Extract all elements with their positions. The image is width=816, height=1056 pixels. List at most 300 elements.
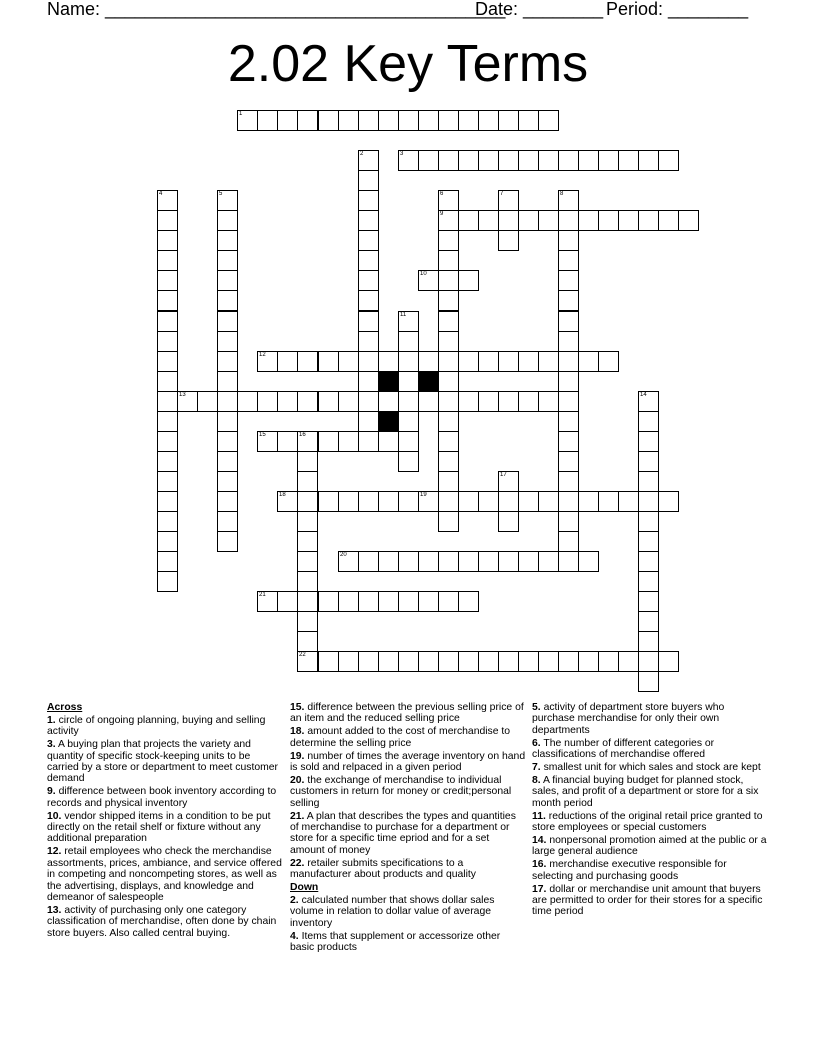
clue-text: smallest unit for which sales and stock are kept bbox=[543, 762, 761, 774]
grid-cell[interactable] bbox=[277, 391, 298, 412]
clue-number: 17 bbox=[500, 472, 507, 478]
grid-cell[interactable] bbox=[518, 491, 539, 512]
grid-cell[interactable] bbox=[638, 391, 659, 412]
grid-cell[interactable] bbox=[338, 651, 359, 672]
grid-cell[interactable] bbox=[438, 471, 459, 492]
grid-cell[interactable] bbox=[277, 491, 298, 512]
grid-cell[interactable] bbox=[297, 431, 318, 452]
clue-number-label: 18. bbox=[290, 726, 305, 738]
grid-cell[interactable] bbox=[518, 110, 539, 131]
clue-text: activity of department store buyers who purchase merchandise for only their own departments bbox=[532, 702, 725, 736]
clue-item bbox=[290, 895, 526, 929]
grid-cell[interactable] bbox=[217, 311, 238, 332]
grid-cell[interactable] bbox=[358, 290, 379, 311]
grid-cell[interactable] bbox=[458, 491, 479, 512]
grid-cell[interactable] bbox=[157, 491, 178, 512]
grid-cell[interactable] bbox=[558, 331, 579, 352]
grid-cell[interactable] bbox=[598, 651, 619, 672]
grid-cell[interactable] bbox=[558, 311, 579, 332]
clue-text: Items that supplement or accessorize other basic products bbox=[290, 930, 501, 954]
grid-cell[interactable] bbox=[297, 451, 318, 472]
grid-cell[interactable] bbox=[297, 631, 318, 652]
grid-cell[interactable] bbox=[458, 591, 479, 612]
grid-cell[interactable] bbox=[318, 491, 339, 512]
clue-number-label: 10. bbox=[47, 810, 62, 822]
grid-cell[interactable] bbox=[157, 230, 178, 251]
grid-cell[interactable] bbox=[638, 671, 659, 692]
grid-cell[interactable] bbox=[638, 611, 659, 632]
grid-cell[interactable] bbox=[638, 571, 659, 592]
grid-cell[interactable] bbox=[418, 270, 439, 291]
grid-cell[interactable] bbox=[358, 591, 379, 612]
grid-cell[interactable] bbox=[638, 411, 659, 432]
grid-cell[interactable] bbox=[638, 451, 659, 472]
grid-cell[interactable] bbox=[378, 651, 399, 672]
grid-cell[interactable] bbox=[398, 351, 419, 372]
clue-number-label: 2. bbox=[290, 895, 299, 906]
date-label: Date: ________ bbox=[475, 0, 604, 19]
clue-item bbox=[290, 751, 526, 774]
grid-cell[interactable] bbox=[358, 391, 379, 412]
clue-number-label: 19. bbox=[290, 750, 305, 762]
grid-cell[interactable] bbox=[478, 110, 499, 131]
grid-cell[interactable] bbox=[638, 591, 659, 612]
grid-cell[interactable] bbox=[157, 431, 178, 452]
grid-cell[interactable] bbox=[378, 491, 399, 512]
grid-cell[interactable] bbox=[398, 371, 419, 392]
grid-cell[interactable] bbox=[297, 491, 318, 512]
grid-cell[interactable] bbox=[177, 391, 198, 412]
grid-cell[interactable] bbox=[558, 431, 579, 452]
grid-cell[interactable] bbox=[438, 431, 459, 452]
grid-cell[interactable] bbox=[297, 591, 318, 612]
grid-cell[interactable] bbox=[157, 571, 178, 592]
grid-cell[interactable] bbox=[498, 511, 519, 532]
grid-cell[interactable] bbox=[398, 431, 419, 452]
grid-cell[interactable] bbox=[358, 230, 379, 251]
grid-cell[interactable] bbox=[157, 391, 178, 412]
clue-text: merchandise executive responsible for selecting and purchasing goods bbox=[532, 859, 727, 882]
grid-cell[interactable] bbox=[458, 210, 479, 231]
grid-cell[interactable] bbox=[638, 431, 659, 452]
clue-number: 5 bbox=[219, 191, 223, 197]
grid-cell[interactable] bbox=[438, 210, 459, 231]
grid-cell[interactable] bbox=[438, 331, 459, 352]
grid-cell[interactable] bbox=[237, 391, 258, 412]
grid-cell[interactable] bbox=[217, 371, 238, 392]
grid-cell[interactable] bbox=[157, 451, 178, 472]
grid-cell[interactable] bbox=[157, 511, 178, 532]
clue-item bbox=[47, 739, 283, 785]
grid-cell[interactable] bbox=[498, 210, 519, 231]
grid-cell[interactable] bbox=[458, 651, 479, 672]
grid-cell[interactable] bbox=[398, 110, 419, 131]
grid-cell[interactable] bbox=[558, 471, 579, 492]
grid-cell[interactable] bbox=[358, 651, 379, 672]
grid-cell[interactable] bbox=[438, 230, 459, 251]
grid-cell[interactable] bbox=[478, 210, 499, 231]
grid-cell[interactable] bbox=[418, 591, 439, 612]
grid-cell[interactable] bbox=[338, 551, 359, 572]
grid-cell[interactable] bbox=[157, 351, 178, 372]
grid-cell[interactable] bbox=[458, 150, 479, 171]
clue-number-label: 13. bbox=[47, 904, 62, 916]
grid-cell[interactable] bbox=[157, 190, 178, 211]
grid-cell[interactable] bbox=[538, 651, 559, 672]
grid-cell[interactable] bbox=[458, 270, 479, 291]
clue-number-label: 22. bbox=[290, 857, 305, 869]
grid-cell[interactable] bbox=[277, 351, 298, 372]
grid-cell[interactable] bbox=[418, 150, 439, 171]
grid-cell[interactable] bbox=[438, 511, 459, 532]
grid-cell[interactable] bbox=[358, 431, 379, 452]
grid-cell[interactable] bbox=[358, 210, 379, 231]
grid-cell[interactable] bbox=[217, 491, 238, 512]
grid-cell[interactable] bbox=[358, 250, 379, 271]
grid-cell[interactable] bbox=[558, 651, 579, 672]
grid-cell[interactable] bbox=[638, 651, 659, 672]
clue-number: 11 bbox=[400, 312, 407, 318]
grid-cell[interactable] bbox=[458, 351, 479, 372]
grid-cell[interactable] bbox=[438, 110, 459, 131]
grid-cell[interactable] bbox=[438, 391, 459, 412]
grid-cell[interactable] bbox=[598, 351, 619, 372]
grid-cell[interactable] bbox=[338, 391, 359, 412]
grid-cell[interactable] bbox=[217, 270, 238, 291]
grid-cell[interactable] bbox=[538, 351, 559, 372]
grid-cell[interactable] bbox=[658, 491, 679, 512]
grid-cell[interactable] bbox=[538, 491, 559, 512]
grid-cell[interactable] bbox=[438, 491, 459, 512]
grid-cell[interactable] bbox=[157, 531, 178, 552]
grid-cell[interactable] bbox=[498, 150, 519, 171]
grid-cell[interactable] bbox=[438, 150, 459, 171]
clue-number-label: 4. bbox=[290, 930, 299, 942]
grid-cell[interactable] bbox=[277, 431, 298, 452]
grid-cell[interactable] bbox=[498, 651, 519, 672]
grid-cell[interactable] bbox=[558, 250, 579, 271]
grid-cell[interactable] bbox=[438, 290, 459, 311]
grid-cell[interactable] bbox=[217, 471, 238, 492]
grid-cell[interactable] bbox=[358, 491, 379, 512]
grid-cell[interactable] bbox=[297, 110, 318, 131]
grid-cell[interactable] bbox=[558, 351, 579, 372]
grid-cell[interactable] bbox=[438, 351, 459, 372]
grid-cell[interactable] bbox=[157, 471, 178, 492]
grid-cell[interactable] bbox=[217, 351, 238, 372]
grid-cell[interactable] bbox=[438, 270, 459, 291]
grid-cell[interactable] bbox=[398, 331, 419, 352]
grid-cell[interactable] bbox=[338, 491, 359, 512]
grid-cell[interactable] bbox=[297, 571, 318, 592]
grid-cell[interactable] bbox=[438, 311, 459, 332]
grid-cell[interactable] bbox=[518, 651, 539, 672]
grid-cell[interactable] bbox=[217, 290, 238, 311]
clue-number: 13 bbox=[179, 392, 186, 398]
grid-cell[interactable] bbox=[217, 250, 238, 271]
grid-cell[interactable] bbox=[338, 351, 359, 372]
grid-cell[interactable] bbox=[478, 491, 499, 512]
grid-cell[interactable] bbox=[558, 290, 579, 311]
grid-cell[interactable] bbox=[638, 551, 659, 572]
grid-cell[interactable] bbox=[358, 110, 379, 131]
grid-cell[interactable] bbox=[558, 551, 579, 572]
name-label: Name: ________________________________________ bbox=[47, 0, 506, 19]
grid-cell[interactable] bbox=[157, 551, 178, 572]
grid-cell[interactable] bbox=[217, 531, 238, 552]
grid-cell[interactable] bbox=[297, 511, 318, 532]
grid-cell[interactable] bbox=[558, 491, 579, 512]
grid-cell[interactable] bbox=[358, 411, 379, 432]
clue-number-label: 11. bbox=[532, 810, 546, 822]
grid-cell[interactable] bbox=[518, 210, 539, 231]
grid-cell[interactable] bbox=[578, 491, 599, 512]
grid-cell[interactable] bbox=[518, 150, 539, 171]
grid-cell[interactable] bbox=[598, 210, 619, 231]
grid-cell[interactable] bbox=[358, 551, 379, 572]
grid-cell[interactable] bbox=[558, 531, 579, 552]
grid-cell[interactable] bbox=[578, 210, 599, 231]
grid-cell[interactable] bbox=[658, 210, 679, 231]
grid-cell[interactable] bbox=[638, 491, 659, 512]
grid-cell[interactable] bbox=[438, 651, 459, 672]
grid-cell[interactable] bbox=[217, 391, 238, 412]
grid-cell[interactable] bbox=[338, 431, 359, 452]
grid-cell[interactable] bbox=[398, 391, 419, 412]
grid-cell[interactable] bbox=[398, 150, 419, 171]
grid-cell[interactable] bbox=[478, 391, 499, 412]
grid-cell[interactable] bbox=[558, 210, 579, 231]
grid-cell[interactable] bbox=[478, 651, 499, 672]
grid-cell[interactable] bbox=[478, 551, 499, 572]
grid-cell[interactable] bbox=[257, 110, 278, 131]
clue-number-label: 8. bbox=[532, 774, 541, 786]
grid-cell[interactable] bbox=[538, 110, 559, 131]
clue-item bbox=[290, 775, 526, 809]
clue-number: 9 bbox=[440, 211, 444, 217]
grid-cell[interactable] bbox=[518, 351, 539, 372]
grid-cell[interactable] bbox=[217, 190, 238, 211]
grid-cell[interactable] bbox=[237, 110, 258, 131]
grid-cell[interactable] bbox=[157, 311, 178, 332]
grid-cell[interactable] bbox=[498, 391, 519, 412]
grid-cell[interactable] bbox=[578, 150, 599, 171]
grid-cell[interactable] bbox=[558, 411, 579, 432]
grid-cell[interactable] bbox=[277, 591, 298, 612]
grid-cell[interactable] bbox=[277, 110, 298, 131]
grid-cell[interactable] bbox=[638, 531, 659, 552]
black-square bbox=[418, 371, 439, 392]
grid-cell[interactable] bbox=[297, 531, 318, 552]
grid-cell[interactable] bbox=[338, 591, 359, 612]
grid-cell[interactable] bbox=[257, 391, 278, 412]
grid-cell[interactable] bbox=[318, 431, 339, 452]
clue-item bbox=[290, 811, 526, 857]
grid-cell[interactable] bbox=[658, 150, 679, 171]
grid-cell[interactable] bbox=[217, 451, 238, 472]
grid-cell[interactable] bbox=[438, 190, 459, 211]
grid-cell[interactable] bbox=[458, 391, 479, 412]
grid-cell[interactable] bbox=[458, 551, 479, 572]
grid-cell[interactable] bbox=[358, 170, 379, 191]
grid-cell[interactable] bbox=[318, 651, 339, 672]
grid-cell[interactable] bbox=[217, 431, 238, 452]
clue-item bbox=[532, 859, 768, 882]
grid-cell[interactable] bbox=[658, 651, 679, 672]
grid-cell[interactable] bbox=[157, 210, 178, 231]
grid-cell[interactable] bbox=[398, 491, 419, 512]
grid-cell[interactable] bbox=[358, 351, 379, 372]
grid-cell[interactable] bbox=[538, 150, 559, 171]
grid-cell[interactable] bbox=[257, 351, 278, 372]
grid-cell[interactable] bbox=[558, 451, 579, 472]
grid-cell[interactable] bbox=[538, 210, 559, 231]
grid-cell[interactable] bbox=[538, 391, 559, 412]
grid-cell[interactable] bbox=[217, 511, 238, 532]
grid-cell[interactable] bbox=[498, 190, 519, 211]
grid-cell[interactable] bbox=[418, 491, 439, 512]
grid-cell[interactable] bbox=[398, 551, 419, 572]
clue-text: reductions of the original retail price granted to store employees or special customers bbox=[532, 810, 763, 834]
clue-number-label: 7. bbox=[532, 762, 541, 774]
grid-cell[interactable] bbox=[418, 391, 439, 412]
grid-cell[interactable] bbox=[578, 651, 599, 672]
grid-cell[interactable] bbox=[638, 631, 659, 652]
grid-cell[interactable] bbox=[318, 110, 339, 131]
grid-cell[interactable] bbox=[297, 351, 318, 372]
grid-cell[interactable] bbox=[558, 150, 579, 171]
grid-cell[interactable] bbox=[358, 371, 379, 392]
grid-cell[interactable] bbox=[598, 491, 619, 512]
grid-cell[interactable] bbox=[478, 150, 499, 171]
grid-cell[interactable] bbox=[297, 611, 318, 632]
grid-cell[interactable] bbox=[618, 651, 639, 672]
grid-cell[interactable] bbox=[418, 351, 439, 372]
grid-cell[interactable] bbox=[518, 391, 539, 412]
grid-cell[interactable] bbox=[157, 290, 178, 311]
grid-cell[interactable] bbox=[358, 311, 379, 332]
grid-cell[interactable] bbox=[478, 351, 499, 372]
grid-cell[interactable] bbox=[378, 551, 399, 572]
grid-cell[interactable] bbox=[217, 411, 238, 432]
grid-cell[interactable] bbox=[558, 270, 579, 291]
grid-cell[interactable] bbox=[398, 311, 419, 332]
grid-cell[interactable] bbox=[318, 351, 339, 372]
grid-cell[interactable] bbox=[458, 110, 479, 131]
grid-cell[interactable] bbox=[678, 210, 699, 231]
grid-cell[interactable] bbox=[558, 230, 579, 251]
grid-cell[interactable] bbox=[598, 150, 619, 171]
clue-number-label: 17. bbox=[532, 883, 547, 895]
grid-cell[interactable] bbox=[638, 150, 659, 171]
grid-cell[interactable] bbox=[578, 551, 599, 572]
grid-cell[interactable] bbox=[498, 551, 519, 572]
grid-cell[interactable] bbox=[157, 270, 178, 291]
grid-cell[interactable] bbox=[438, 551, 459, 572]
grid-cell[interactable] bbox=[338, 110, 359, 131]
grid-cell[interactable] bbox=[498, 491, 519, 512]
grid-cell[interactable] bbox=[217, 331, 238, 352]
grid-cell[interactable] bbox=[358, 270, 379, 291]
grid-cell[interactable] bbox=[378, 110, 399, 131]
grid-cell[interactable] bbox=[538, 551, 559, 572]
grid-cell[interactable] bbox=[418, 110, 439, 131]
clue-number: 18 bbox=[279, 492, 286, 498]
grid-cell[interactable] bbox=[498, 110, 519, 131]
grid-cell[interactable] bbox=[398, 451, 419, 472]
grid-cell[interactable] bbox=[418, 551, 439, 572]
grid-cell[interactable] bbox=[297, 471, 318, 492]
grid-cell[interactable] bbox=[358, 190, 379, 211]
grid-cell[interactable] bbox=[638, 210, 659, 231]
grid-cell[interactable] bbox=[217, 210, 238, 231]
grid-cell[interactable] bbox=[438, 451, 459, 472]
grid-cell[interactable] bbox=[398, 591, 419, 612]
grid-cell[interactable] bbox=[398, 411, 419, 432]
grid-cell[interactable] bbox=[438, 591, 459, 612]
grid-cell[interactable] bbox=[378, 591, 399, 612]
grid-cell[interactable] bbox=[257, 591, 278, 612]
grid-cell[interactable] bbox=[378, 431, 399, 452]
clue-text: retail employees who check the merchandise assortments, prices, ambiance, and service offered in competing and noncompeting stores, as well as the advertising, displays, and knowledge and demeanor of salespeople bbox=[47, 846, 282, 903]
grid-cell[interactable] bbox=[297, 651, 318, 672]
grid-cell[interactable] bbox=[498, 351, 519, 372]
grid-cell[interactable] bbox=[438, 411, 459, 432]
grid-cell[interactable] bbox=[558, 190, 579, 211]
grid-cell[interactable] bbox=[558, 371, 579, 392]
grid-cell[interactable] bbox=[418, 651, 439, 672]
grid-cell[interactable] bbox=[518, 551, 539, 572]
clue-number: 4 bbox=[159, 191, 163, 197]
grid-cell[interactable] bbox=[578, 351, 599, 372]
clue-text: circle of ongoing planning, buying and selling activity bbox=[47, 714, 266, 738]
grid-cell[interactable] bbox=[257, 431, 278, 452]
grid-cell[interactable] bbox=[197, 391, 218, 412]
grid-cell[interactable] bbox=[358, 331, 379, 352]
grid-cell[interactable] bbox=[558, 391, 579, 412]
grid-cell[interactable] bbox=[297, 391, 318, 412]
grid-cell[interactable] bbox=[318, 591, 339, 612]
grid-cell[interactable] bbox=[438, 371, 459, 392]
grid-cell[interactable] bbox=[618, 150, 639, 171]
grid-cell[interactable] bbox=[378, 351, 399, 372]
grid-cell[interactable] bbox=[638, 511, 659, 532]
grid-cell[interactable] bbox=[618, 210, 639, 231]
clue-number: 8 bbox=[560, 191, 564, 197]
clue-item bbox=[47, 715, 283, 738]
grid-cell[interactable] bbox=[558, 511, 579, 532]
grid-cell[interactable] bbox=[157, 411, 178, 432]
clue-column-2 bbox=[290, 702, 526, 955]
grid-cell[interactable] bbox=[498, 230, 519, 251]
grid-cell[interactable] bbox=[438, 250, 459, 271]
grid-cell[interactable] bbox=[498, 471, 519, 492]
grid-cell[interactable] bbox=[618, 491, 639, 512]
grid-cell[interactable] bbox=[638, 471, 659, 492]
grid-cell[interactable] bbox=[358, 150, 379, 171]
clue-item bbox=[532, 884, 768, 918]
clue-item bbox=[47, 786, 283, 809]
grid-cell[interactable] bbox=[378, 391, 399, 412]
clue-number: 20 bbox=[340, 552, 347, 558]
grid-cell[interactable] bbox=[157, 331, 178, 352]
grid-cell[interactable] bbox=[398, 651, 419, 672]
grid-cell[interactable] bbox=[217, 230, 238, 251]
grid-cell[interactable] bbox=[157, 371, 178, 392]
grid-cell[interactable] bbox=[297, 551, 318, 572]
grid-cell[interactable] bbox=[157, 250, 178, 271]
grid-cell[interactable] bbox=[318, 391, 339, 412]
